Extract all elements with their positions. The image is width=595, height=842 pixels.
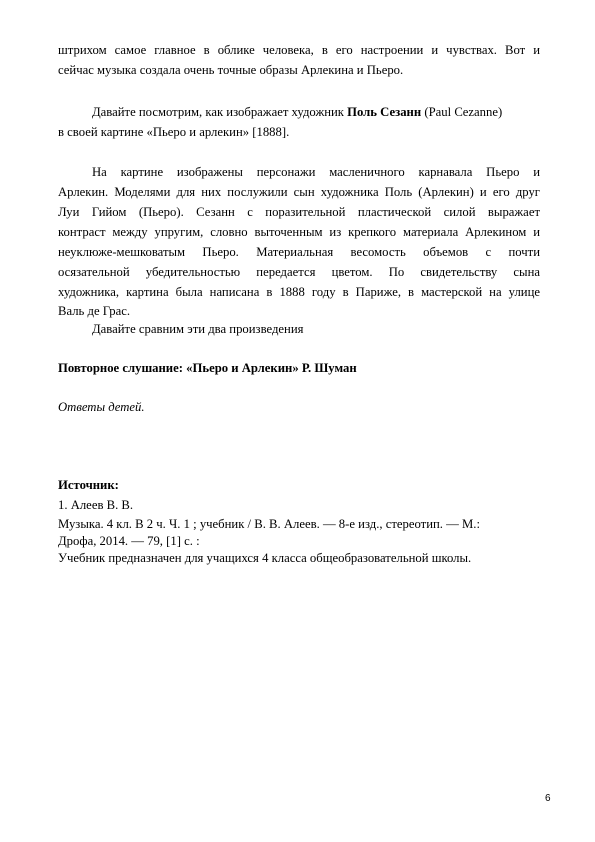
source-line: Дрофа, 2014. — 79, [1] с. : bbox=[58, 534, 200, 548]
repeat-listening-heading bbox=[58, 360, 357, 376]
source-line: Музыка. 4 кл. В 2 ч. Ч. 1 ; учебник / В. В. Алеев. — 8-е изд., стереотип. — М.: bbox=[58, 517, 480, 531]
text-line: в своей картине «Пьеро и арлекин» [1888]. bbox=[58, 125, 290, 139]
text-line: сейчас музыка создала очень точные образы Арлекина и Пьеро. bbox=[58, 63, 404, 77]
answers-text: Ответы детей. bbox=[58, 400, 145, 414]
text-line: На картине изображены персонажи масленичного карнавала Пьеро и bbox=[92, 165, 540, 179]
source-heading bbox=[58, 477, 119, 493]
source-line: 1. Алеев В. В. bbox=[58, 498, 134, 512]
text-line: неуклюже-мешковатым Пьеро. Материальная весомость объемов с почти bbox=[58, 245, 540, 259]
text-span: (Paul Cezanne) bbox=[421, 105, 503, 119]
text-line: контраст между упругим, словно выточенным из крепкого материала Арлекином и bbox=[58, 225, 540, 239]
text-line: Арлекин. Моделями для них послужили сын художника Поль (Арлекин) и его друг bbox=[58, 185, 540, 199]
artist-name: Поль Сезанн bbox=[347, 105, 422, 119]
text-line bbox=[92, 104, 502, 120]
heading-text: Повторное слушание: «Пьеро и Арлекин» Р. Шуман bbox=[58, 361, 357, 375]
text-line: художника, картина была написана в 1888 году в Париже, в мастерской на улице bbox=[58, 285, 540, 299]
text-line: Луи Гийом (Пьеро). Сезанн с поразительной пластической силой выражает bbox=[58, 205, 540, 219]
text-line: Валь де Грас. bbox=[58, 304, 131, 318]
source-line: Учебник предназначен для учащихся 4 класса общеобразовательной школы. bbox=[58, 551, 472, 565]
text-line: осязательной убедительностью передается цветом. По свидетельству сына bbox=[58, 265, 540, 279]
text-span: Давайте посмотрим, как изображает художник bbox=[92, 105, 348, 119]
text-line: Давайте сравним эти два произведения bbox=[92, 322, 304, 336]
text-line: штрихом самое главное в облике человека, в его настроении и чувствах. Вот и bbox=[58, 43, 540, 57]
heading-text: Источник: bbox=[58, 478, 119, 492]
page-number: 6 bbox=[545, 793, 551, 804]
